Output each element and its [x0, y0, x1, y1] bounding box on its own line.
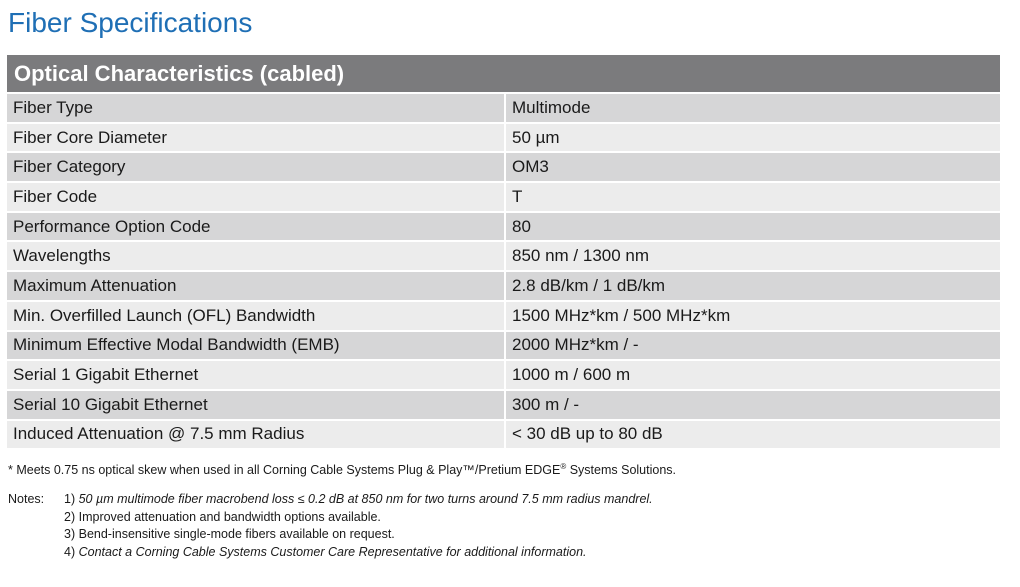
row-value: 80: [505, 212, 1000, 242]
row-value: OM3: [505, 152, 1000, 182]
table-row: [7, 123, 1000, 153]
row-label: Serial 1 Gigabit Ethernet: [7, 360, 505, 390]
optical-characteristics-table: [7, 55, 1000, 450]
row-label: Fiber Category: [7, 152, 505, 182]
row-value: < 30 dB up to 80 dB: [505, 420, 1000, 450]
note-text: Bend-insensitive single-mode fibers available on request.: [78, 527, 395, 541]
note-number: 4): [64, 544, 76, 559]
page-title: Fiber Specifications: [8, 7, 253, 38]
row-label: Induced Attenuation @ 7.5 mm Radius: [7, 420, 505, 450]
row-value: 850 nm / 1300 nm: [505, 241, 1000, 271]
row-value: 2.8 dB/km / 1 dB/km: [505, 271, 1000, 301]
table-row: [7, 301, 1000, 331]
table-row: [7, 271, 1000, 301]
row-label: Fiber Core Diameter: [7, 123, 505, 153]
footnote: [8, 462, 676, 477]
table-row: [7, 360, 1000, 390]
row-label: Fiber Code: [7, 182, 505, 212]
table-row: [7, 390, 1000, 420]
table-row: [7, 241, 1000, 271]
note-number: 1): [64, 492, 76, 506]
row-value: T: [505, 182, 1000, 212]
row-label: Performance Option Code: [7, 212, 505, 242]
note-item: [64, 544, 964, 562]
note-item: [64, 509, 964, 527]
table-row: [7, 152, 1000, 182]
table-row: [7, 93, 1000, 123]
table-row: [7, 182, 1000, 212]
row-value: 50 µm: [505, 123, 1000, 153]
row-label: Min. Overfilled Launch (OFL) Bandwidth: [7, 301, 505, 331]
registered-mark: ®: [560, 462, 567, 471]
footnote-suffix: Systems Solutions.: [566, 463, 677, 478]
note-number: 3): [64, 527, 76, 541]
row-label: Fiber Type: [7, 93, 505, 123]
notes-list: [64, 491, 964, 561]
note-text: Contact a Corning Cable Systems Customer Care Representative for additional information.: [78, 544, 587, 559]
table-row: [7, 420, 1000, 450]
table-row: [7, 212, 1000, 242]
footnote-text: * Meets 0.75 ns optical skew when used in all Corning Cable Systems Plug & Play™/Pretium EDGE: [8, 463, 561, 478]
row-label: Wavelengths: [7, 241, 505, 271]
row-label: Minimum Effective Modal Bandwidth (EMB): [7, 331, 505, 361]
row-value: 2000 MHz*km / -: [505, 331, 1000, 361]
table-row: [7, 331, 1000, 361]
note-item: [64, 526, 964, 544]
note-item: [64, 491, 964, 509]
row-value: 1500 MHz*km / 500 MHz*km: [505, 301, 1000, 331]
note-text: 50 µm multimode fiber macrobend loss ≤ 0.2 dB at 850 nm for two turns around 7.5 mm radius mandrel.: [78, 492, 653, 506]
row-value: Multimode: [505, 93, 1000, 123]
notes-label: Notes:: [8, 492, 45, 506]
row-label: Maximum Attenuation: [7, 271, 505, 301]
row-value: 300 m / -: [505, 390, 1000, 420]
row-label: Serial 10 Gigabit Ethernet: [7, 390, 505, 420]
note-number: 2): [64, 509, 76, 524]
table-header: Optical Characteristics (cabled): [7, 55, 1000, 93]
row-value: 1000 m / 600 m: [505, 360, 1000, 390]
note-text: Improved attenuation and bandwidth options available.: [78, 509, 381, 524]
